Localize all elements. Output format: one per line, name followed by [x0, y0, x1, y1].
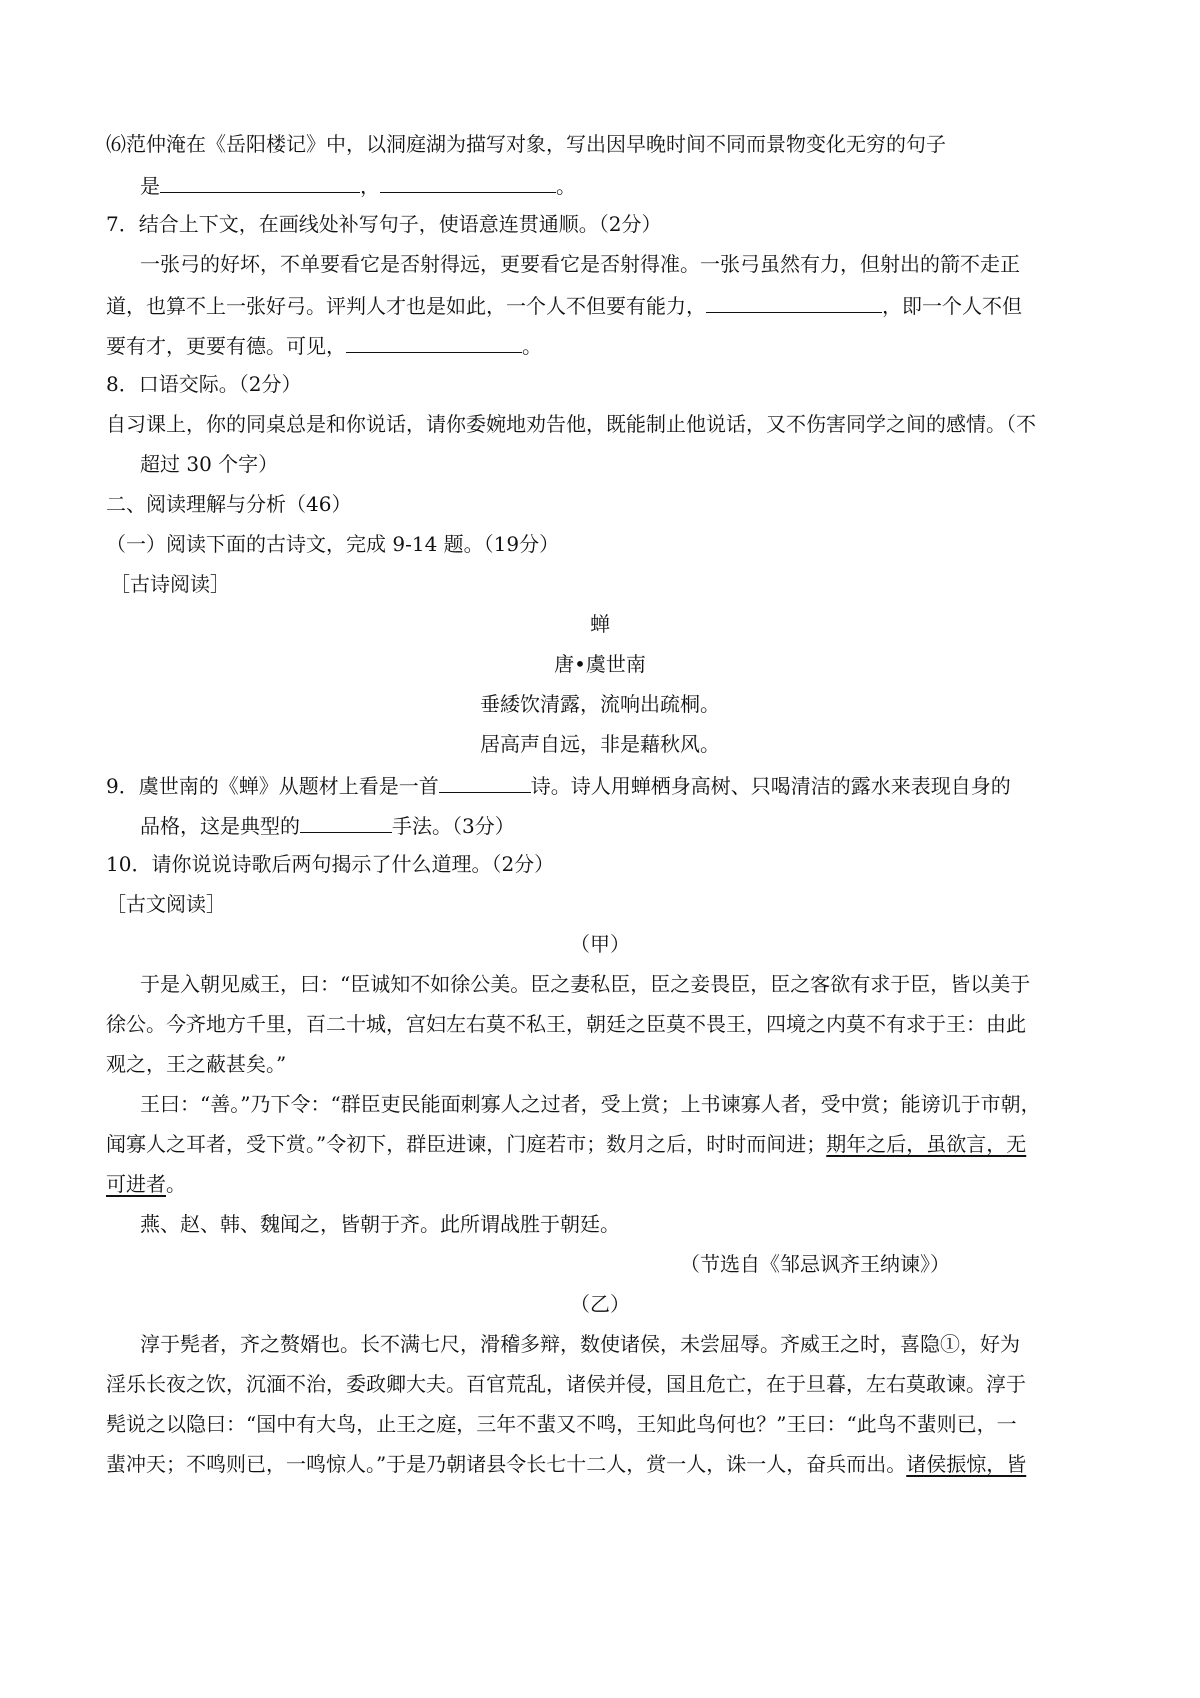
- q10-title: 10．请你说说诗歌后两句揭示了什么道理。（2分）: [106, 852, 555, 876]
- q7-para-line3: [106, 330, 542, 358]
- jia-para2-line2-pre: 闻寡人之耳者，受下赏。”令初下，群臣进谏，门庭若市；数月之后，时时而间进；: [106, 1132, 827, 1156]
- jia-underlined-sentence-part2: 可进者: [106, 1172, 166, 1196]
- q9-answer-blank-1[interactable]: [439, 770, 531, 793]
- jia-source: （节选自《邹忌讽齐王纳谏》）: [680, 1252, 950, 1276]
- poem-line2: 居高声自远，非是藉秋风。: [480, 732, 720, 756]
- jia-para2-line3: [106, 1170, 186, 1198]
- poem-section-label: ［古诗阅读］: [110, 572, 230, 596]
- q6-sep: ，: [360, 174, 380, 198]
- q7-line3-post: 。: [522, 334, 542, 358]
- q7-answer-blank-1[interactable]: [706, 290, 882, 313]
- jia-para1-line2: 徐公。今齐地方千里，百二十城，宫妇左右莫不私王，朝廷之臣莫不畏王，四境之内莫不有求于王：由此: [106, 1012, 1026, 1036]
- q9-answer-blank-2[interactable]: [300, 810, 392, 833]
- q9-line2-post: 手法。（3分）: [392, 814, 515, 838]
- jia-para1-line3: 观之，王之蔽甚矣。”: [106, 1052, 287, 1076]
- q7-para-line2: [106, 290, 1022, 318]
- q7-line2-post: ，即一个人不但: [882, 294, 1022, 318]
- q6-answer-blank-1[interactable]: [160, 170, 360, 193]
- q6-end: 。: [556, 174, 576, 198]
- q7-para-line1: 一张弓的好坏，不单要看它是否射得远，更要看它是否射得准。一张弓虽然有力，但射出的箭不走正: [140, 252, 1020, 276]
- section2-sub1: （一）阅读下面的古诗文，完成 9-14 题。（19分）: [106, 532, 560, 556]
- jia-underlined-sentence-part1: 期年之后，虽欲言，无: [826, 1132, 1027, 1156]
- q8-prompt-line2: 超过 30 个字）: [140, 452, 279, 476]
- q6-line1: ⑹范仲淹在《岳阳楼记》中，以洞庭湖为描写对象，写出因早晚时间不同而景物变化无穷的句子: [106, 132, 946, 156]
- prose-yi-title: （乙）: [570, 1292, 630, 1316]
- jia-para2-line2: [106, 1130, 1026, 1158]
- poem-title: 蝉: [590, 612, 610, 636]
- jia-para1-line1: 于是入朝见威王，曰：“臣诚知不如徐公美。臣之妻私臣，臣之妾畏臣，臣之客欲有求于臣，皆以美于: [140, 972, 1031, 996]
- q6-answer-blank-2[interactable]: [380, 170, 556, 193]
- prose-section-label: ［古文阅读］: [106, 892, 226, 916]
- q6-line2-pre: 是: [140, 174, 160, 198]
- q9-line2: [140, 810, 515, 838]
- jia-para2-line1: 王曰：“善。”乃下令：“群臣吏民能面刺寡人之过者，受上赏；上书谏寡人者，受中赏；能谤讥于市朝，: [140, 1092, 1041, 1116]
- yi-para-line4: [106, 1450, 1026, 1478]
- yi-underlined-sentence: 诸侯振惊，皆: [906, 1452, 1027, 1476]
- q8-title: 8．口语交际。（2分）: [106, 372, 302, 396]
- q8-prompt-line1: 自习课上，你的同桌总是和你说话，请你委婉地劝告他，既能制止他说话，又不伤害同学之间的感情。（不: [106, 412, 1036, 436]
- q7-title: 7．结合上下文，在画线处补写句子，使语意连贯通顺。（2分）: [106, 212, 662, 236]
- yi-para-line4-pre: 蜚冲天；不鸣则已，一鸣惊人。”于是乃朝诸县令长七十二人，赏一人，诛一人，奋兵而出。: [106, 1452, 907, 1476]
- q9-line2-pre: 品格，这是典型的: [140, 814, 300, 838]
- prose-jia-title: （甲）: [570, 932, 630, 956]
- yi-para-line2: 淫乐长夜之饮，沉湎不治，委政卿大夫。百官荒乱，诸侯并侵，国且危亡，在于旦暮，左右莫敢谏。淳于: [106, 1372, 1026, 1396]
- jia-para3: 燕、赵、韩、魏闻之，皆朝于齐。此所谓战胜于朝廷。: [140, 1212, 620, 1236]
- yi-para-line3: 髡说之以隐曰：“国中有大鸟，止王之庭，三年不蜚又不鸣，王知此鸟何也？”王曰：“此鸟不蜚则已，一: [106, 1412, 1017, 1436]
- q7-line2-pre: 道，也算不上一张好弓。评判人才也是如此，一个人不但要有能力，: [106, 294, 706, 318]
- q6-line2: [140, 170, 576, 198]
- poem-line1: 垂緌饮清露，流响出疏桐。: [480, 692, 720, 716]
- q9-line1-pre: 9．虞世南的《蝉》从题材上看是一首: [106, 774, 439, 798]
- poem-author: 唐•虞世南: [554, 652, 646, 676]
- q7-answer-blank-2[interactable]: [346, 330, 522, 353]
- yi-para-line1: 淳于髡者，齐之赘婿也。长不满七尺，滑稽多辩，数使诸侯，未尝屈辱。齐威王之时，喜隐①，好为: [140, 1332, 1020, 1356]
- q9-line1: [106, 770, 1011, 798]
- q7-line3-pre: 要有才，更要有德。可见，: [106, 334, 346, 358]
- jia-para2-line3-post: 。: [166, 1172, 186, 1196]
- q9-line1-post: 诗。诗人用蝉栖身高树、只喝清洁的露水来表现自身的: [530, 774, 1011, 798]
- section2-title: 二、阅读理解与分析（46）: [106, 492, 352, 516]
